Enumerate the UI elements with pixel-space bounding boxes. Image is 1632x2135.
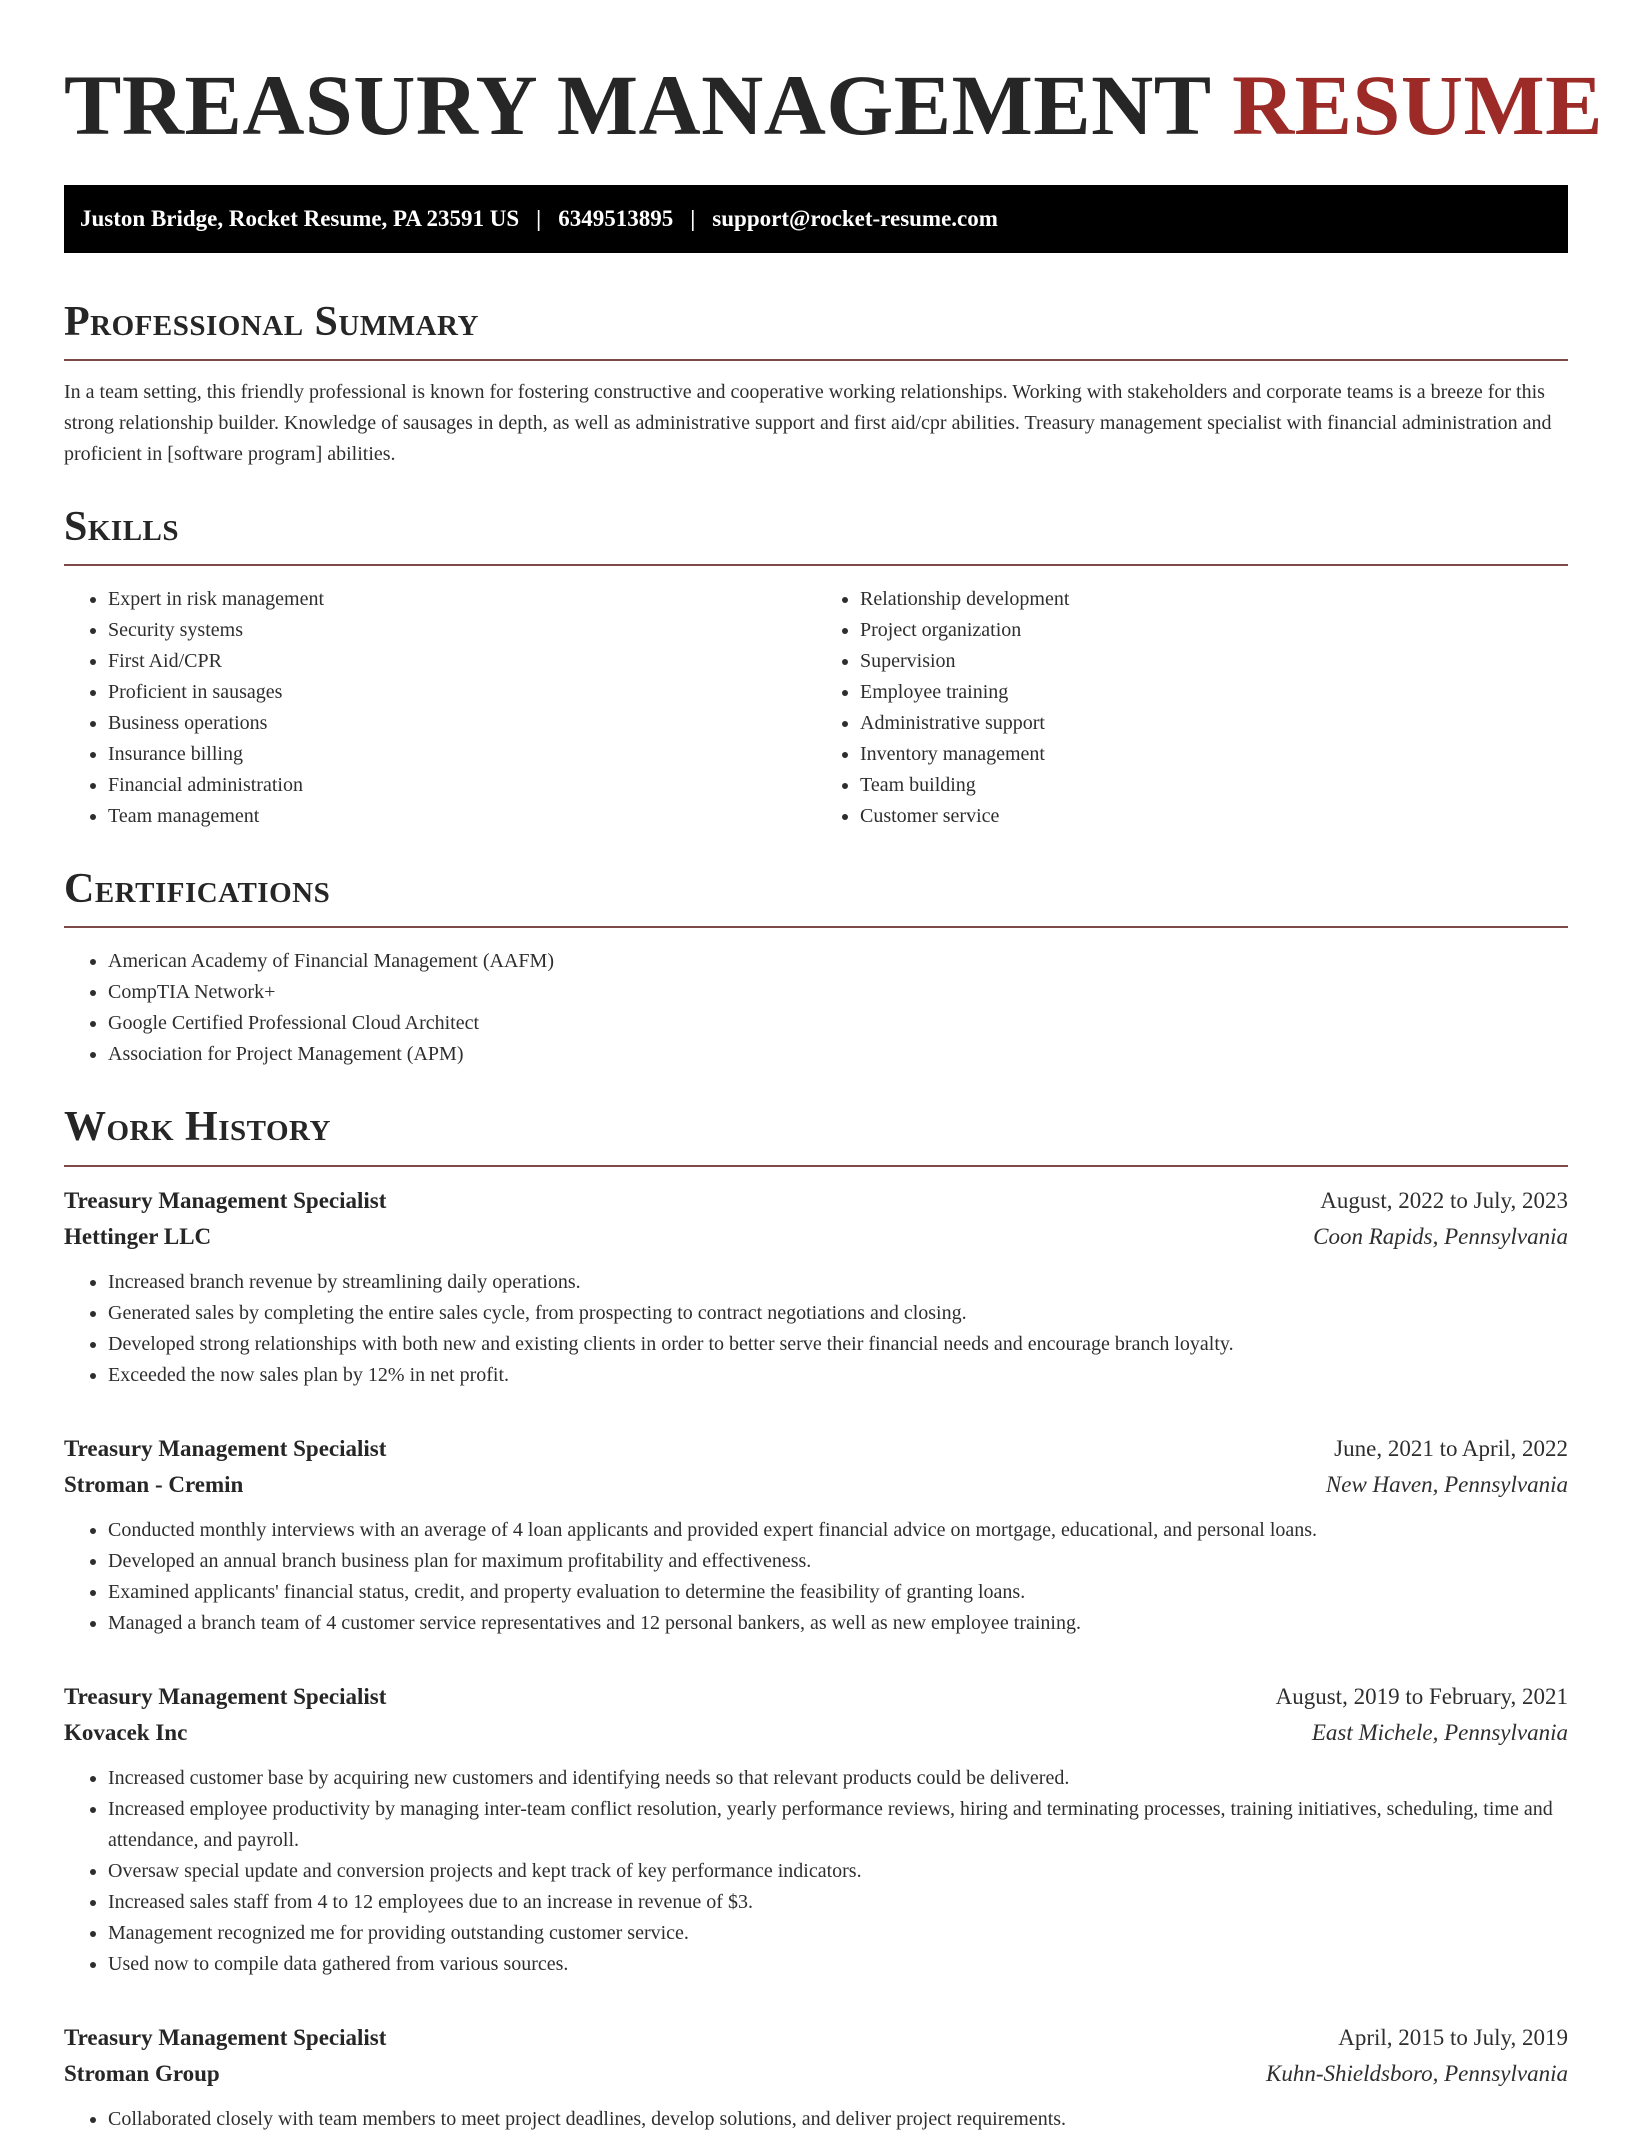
skill-item: • Expert in risk management [108, 584, 816, 615]
certifications-section [64, 866, 1568, 1070]
work-history-section [64, 1104, 1568, 2134]
job-bullet: • Collaborated closely with team members to meet project deadlines, develop solutions, and deliver project requirements. [108, 2104, 1568, 2135]
job-location: New Haven, Pennsylvania [1325, 1471, 1568, 1497]
certification-item: • Association for Project Management (APM) [108, 1039, 1568, 1070]
job-bullet: • Managed a branch team of 4 customer service representatives and 12 personal bankers, as well as new employee training. [108, 1608, 1568, 1639]
skills-list-right [816, 584, 1568, 832]
job-bullets [64, 2104, 1568, 2135]
job-header-row [64, 1679, 1568, 1715]
job-location: East Michele, Pennsylvania [1311, 1719, 1568, 1745]
skills-list-left [64, 584, 816, 832]
job-bullets [64, 1763, 1568, 1980]
skill-item: • Inventory management [860, 739, 1568, 770]
contact-bar [64, 185, 1568, 253]
job-bullet: • Increased employee productivity by managing inter-team conflict resolution, yearly performance reviews, hiring and terminating processes, training initiatives, scheduling, time and attendance, and payroll. [108, 1794, 1568, 1856]
summary-text: In a team setting, this friendly professional is known for fostering constructive and cooperative working relationships. Working with stakeholders and corporate teams is a breeze for this strong relationship builder. Knowledge of sausages in depth, as well as administrative support and first aid/cpr abilities. Treasury management specialist with financial administration and proficient in [software program] abilities. [64, 381, 1552, 466]
job-company: Kovacek Inc [64, 1719, 188, 1745]
job-company-row [64, 1219, 1568, 1255]
skill-item: • Financial administration [108, 770, 816, 801]
skill-item: • Team building [860, 770, 1568, 801]
contact-phone: 6349513895 [558, 205, 674, 231]
contact-separator: | [536, 205, 542, 231]
job-dates: June, 2021 to April, 2022 [1334, 1435, 1568, 1461]
job-company-row [64, 1467, 1568, 1503]
job-bullet: • Used now to compile data gathered from various sources. [108, 1949, 1568, 1980]
job-entry [64, 1679, 1568, 1980]
job-dates: August, 2022 to July, 2023 [1320, 1187, 1568, 1213]
skill-item: • Administrative support [860, 708, 1568, 739]
summary-section [64, 299, 1568, 470]
contact-email: support@rocket-resume.com [712, 205, 998, 231]
job-company: Hettinger LLC [64, 1223, 212, 1249]
skill-item: • Employee training [860, 677, 1568, 708]
job-bullet: • Generated sales by completing the entire sales cycle, from prospecting to contract negotiations and closing. [108, 1298, 1568, 1329]
job-bullet: • Management recognized me for providing outstanding customer service. [108, 1918, 1568, 1949]
skills-heading: Skills [64, 504, 1568, 566]
job-location: Kuhn-Shieldsboro, Pennsylvania [1266, 2060, 1568, 2086]
job-title: Treasury Management Specialist [64, 1683, 387, 1709]
job-title: Treasury Management Specialist [64, 1435, 387, 1461]
skill-item: • Security systems [108, 615, 816, 646]
job-entry [64, 1431, 1568, 1639]
job-company-row [64, 2056, 1568, 2092]
title-accent: RESUME [1232, 57, 1603, 153]
skill-item: • Insurance billing [108, 739, 816, 770]
job-bullet: • Oversaw special update and conversion projects and kept track of key performance indicators. [108, 1856, 1568, 1887]
certification-item: • CompTIA Network+ [108, 977, 1568, 1008]
job-title: Treasury Management Specialist [64, 1187, 387, 1213]
contact-separator: | [690, 205, 696, 231]
job-company: Stroman - Cremin [64, 1471, 244, 1497]
work-history-heading: Work History [64, 1104, 1568, 1166]
skill-item: • Relationship development [860, 584, 1568, 615]
job-company-row [64, 1715, 1568, 1751]
summary-heading: Professional Summary [64, 299, 1568, 361]
job-bullets [64, 1515, 1568, 1639]
skill-item: • Proficient in sausages [108, 677, 816, 708]
certifications-list [64, 946, 1568, 1070]
job-bullet: • Exceeded the now sales plan by 12% in net profit. [108, 1360, 1568, 1391]
job-bullet: • Increased branch revenue by streamlining daily operations. [108, 1267, 1568, 1298]
skill-item: • Supervision [860, 646, 1568, 677]
certification-item: • Google Certified Professional Cloud Architect [108, 1008, 1568, 1039]
job-header-row [64, 1431, 1568, 1467]
skill-item: • Team management [108, 801, 816, 832]
job-bullet: • Conducted monthly interviews with an average of 4 loan applicants and provided expert financial advice on mortgage, educational, and personal loans. [108, 1515, 1568, 1546]
job-header-row [64, 1183, 1568, 1219]
contact-address: Juston Bridge, Rocket Resume, PA 23591 US [80, 205, 520, 231]
job-bullets [64, 1267, 1568, 1391]
job-location: Coon Rapids, Pennsylvania [1313, 1223, 1568, 1249]
job-bullet: • Examined applicants' financial status, credit, and property evaluation to determine the feasibility of granting loans. [108, 1577, 1568, 1608]
certification-item: • American Academy of Financial Management (AAFM) [108, 946, 1568, 977]
job-entry [64, 1183, 1568, 1391]
job-title: Treasury Management Specialist [64, 2024, 387, 2050]
resume-title [64, 0, 1603, 155]
skill-item: • First Aid/CPR [108, 646, 816, 677]
job-bullet: • Developed an annual branch business plan for maximum profitability and effectiveness. [108, 1546, 1568, 1577]
job-entry [64, 2020, 1568, 2135]
job-bullet: • Increased customer base by acquiring new customers and identifying needs so that relevant products could be delivered. [108, 1763, 1568, 1794]
skill-item: • Business operations [108, 708, 816, 739]
skills-section [64, 504, 1568, 832]
job-dates: April, 2015 to July, 2019 [1338, 2024, 1568, 2050]
title-main: TREASURY MANAGEMENT [64, 57, 1211, 153]
certifications-heading: Certifications [64, 866, 1568, 928]
job-company: Stroman Group [64, 2060, 220, 2086]
job-header-row [64, 2020, 1568, 2056]
job-bullet: • Increased sales staff from 4 to 12 employees due to an increase in revenue of $3. [108, 1887, 1568, 1918]
job-bullet: • Developed strong relationships with both new and existing clients in order to better serve their financial needs and encourage branch loyalty. [108, 1329, 1568, 1360]
job-dates: August, 2019 to February, 2021 [1275, 1683, 1568, 1709]
skill-item: • Customer service [860, 801, 1568, 832]
skill-item: • Project organization [860, 615, 1568, 646]
skills-grid [64, 566, 1568, 832]
